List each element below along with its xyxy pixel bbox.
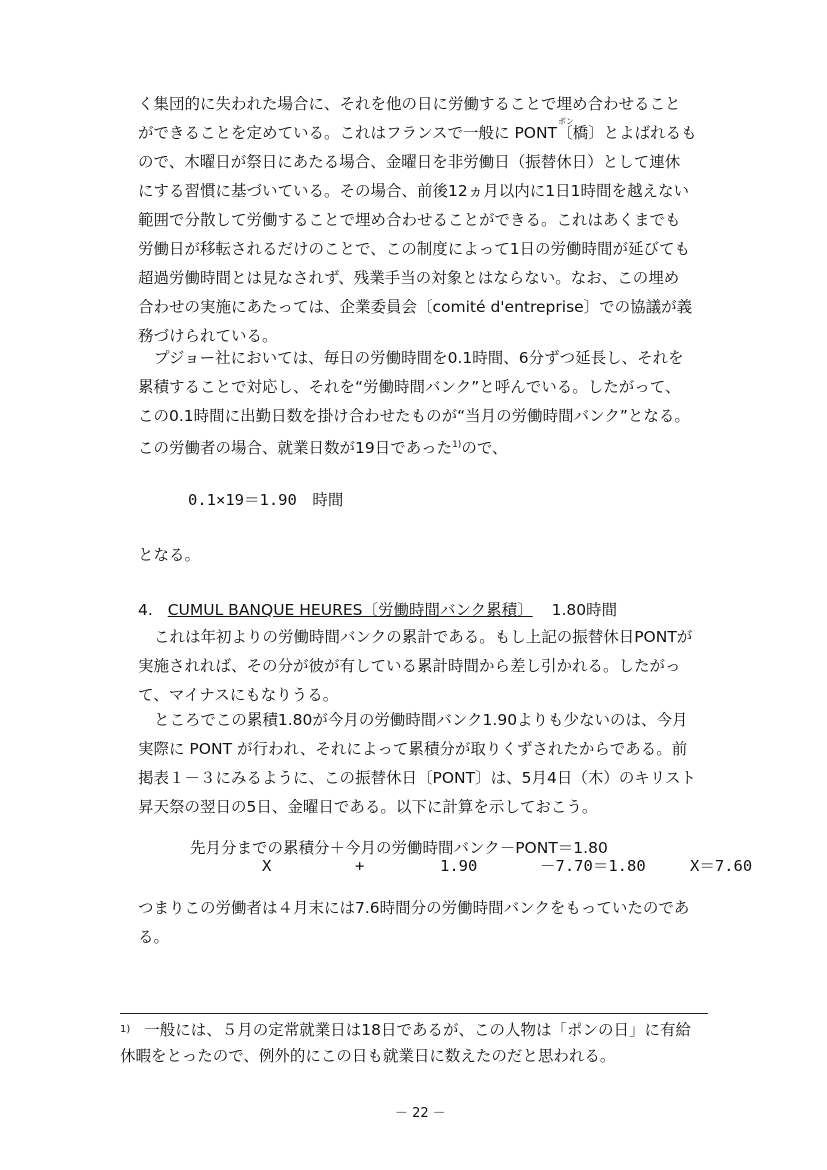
p1-line-6: 労働日が移転されるだけのことで、この制度によって1日の労働時間が延びても (138, 240, 691, 258)
section-4-value: 1.80時間 (551, 601, 618, 619)
section-4-heading (138, 600, 617, 620)
p5-line-2: る。 (138, 928, 170, 946)
footnote-text-1: 一般には、５月の定常就業日は18日であるが、この人物は「ポンの日」に有給 (144, 1021, 691, 1039)
formula-2-val2: －7.70＝1.80 (540, 857, 646, 875)
ruby-pont: ポン (558, 117, 574, 126)
footnote-divider (120, 1013, 708, 1014)
formula-2-result: X＝7.60 (690, 857, 753, 875)
footnote-line-1 (120, 1020, 691, 1040)
p3-line-1: これは年初よりの労働時間バンクの累計である。もし上記の振替休日PONTが (154, 628, 693, 646)
p1-line-5: 範囲で分散して労働することで埋め合わせることができる。これはあくまでも (138, 211, 681, 229)
p4-line-4: 昇天祭の翌日の5日、金曜日である。以下に計算を示しておこう。 (138, 798, 598, 816)
formula-1: 0.1×19＝1.90 時間 (188, 491, 344, 509)
p1-line-2: ができることを定めている。これはフランスで一般に PONT〔橋〕とよばれるも (138, 124, 697, 142)
formula-2-line-1: 先月分までの累積分＋今月の労働時間バンク－PONT＝1.80 (190, 839, 608, 857)
p1-line-9: 務づけられている。 (138, 327, 278, 345)
result-line: となる。 (138, 546, 201, 564)
p2-line-3: この0.1時間に出勤日数を掛け合わせたものが“当月の労働時間バンク”となる。 (138, 407, 690, 425)
p1-line-1: く集団的に失われた場合に、それを他の日に労働することで埋め合わせること (138, 95, 681, 113)
p2-line-4-before: この労働者の場合、就業日数が19日であった (138, 439, 453, 458)
p2-line-2: 累積することで対応し、それを“労働時間バンク”と呼んでいる。したがって、 (138, 378, 681, 396)
footnote-ref: 1) (452, 440, 462, 450)
p3-line-2: 実施されれば、その分が彼が有している累計時間から差し引かれる。したがっ (138, 657, 681, 675)
p1-line-8: 合わせの実施にあたっては、企業委員会〔comité d'entreprise〕での協議が義 (138, 298, 693, 316)
p4-line-2: 実際に PONT が行われ、それによって累積分が取りくずされたからである。前 (138, 740, 688, 758)
footnote-line-2: 休暇をとったので、例外的にこの日も就業日に数えたのだと思われる。 (120, 1047, 616, 1065)
section-4-title: CUMUL BANQUE HEURES〔労働時間バンク累積〕 (167, 601, 533, 619)
p1-line-7: 超過労働時間とは見なされず、残業手当の対象とはならない。なお、この埋め (138, 269, 680, 287)
formula-2-plus: + (355, 857, 365, 875)
p1-line-3: ので、木曜日が祭日にあたる場合、金曜日を非労働日（振替休日）として連休 (138, 153, 681, 171)
p4-line-3: 掲表１－３にみるように、この振替休日〔PONT〕は、5月4日（木）のキリスト (138, 769, 697, 787)
p4-line-1: ところでこの累積1.80が今月の労働時間バンク1.90よりも少ないのは、今月 (154, 711, 688, 729)
p1-line-4: にする習慣に基づいている。その場合、前後12ヵ月以内に1日1時間を越えない (138, 182, 689, 200)
formula-2-x: X (262, 857, 272, 875)
p2-line-4-after: ので、 (461, 439, 508, 458)
page-number: － 22 － (395, 1106, 446, 1121)
p2-line-4 (138, 435, 508, 458)
p3-line-3: て、マイナスにもなりうる。 (138, 686, 339, 704)
section-4-number: 4. (138, 601, 153, 619)
formula-2-val1: 1.90 (440, 857, 478, 875)
p5-line-1: つまりこの労働者は４月末には7.6時間分の労働時間バンクをもっていたのであ (138, 899, 690, 917)
footnote-marker: 1) (120, 1024, 131, 1035)
p2-line-1: プジョー社においては、毎日の労働時間を0.1時間、6分ずつ延長し、それを (154, 349, 684, 367)
